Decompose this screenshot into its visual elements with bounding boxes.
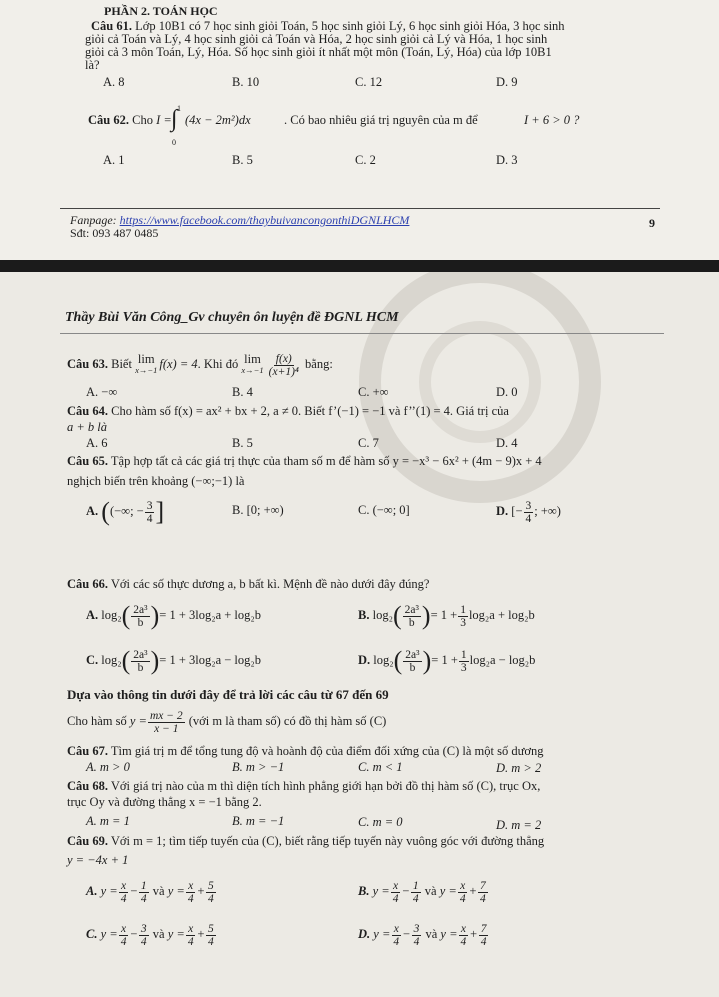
- q67-option-b: B. m > −1: [232, 760, 285, 774]
- page-two: [0, 272, 719, 997]
- q62-tail: . Có bao nhiêu giá trị nguyên của m để: [284, 113, 478, 127]
- q63-option-a: A. −∞: [86, 385, 118, 399]
- q63-option-d: D. 0: [496, 385, 518, 399]
- q64-line1: Câu 64. Cho hàm số f(x) = ax² + bx + 2, a ≠ 0. Biết f’(−1) = −1 và f’’(1) = 4. Giá trị của: [67, 404, 509, 418]
- q61-option-b: B. 10: [232, 75, 260, 89]
- fanpage-link[interactable]: https://www.facebook.com/thaybuivancongonthiDGNLHCM: [119, 213, 410, 227]
- q69-option-d: D. y = $\frac{x}{4}$ − $\frac{3}{4}$ và y = $\frac{x}{4}$ + $\frac{7}{4}$: [358, 922, 487, 948]
- q63-line: Câu 63. Biết lim x→−1 f(x) = 4. Khi đó lim x→−1 $\frac{f(x)}{\text{(x+1)⁴}}$ bằng:: [67, 352, 333, 378]
- info-title: Dựa vào thông tin dưới đây để trả lời các câu từ 67 đến 69: [67, 687, 389, 702]
- q65-option-a: A. ((−∞; − $\frac{3}{4}$ ]: [86, 497, 165, 527]
- q62-option-c: C. 2: [355, 153, 376, 167]
- q66-option-d: D. log₂( $\frac{\text{2a³}}{b}$ )= 1 + $\frac{1}{3}$ log₂a − log₂b: [358, 646, 536, 676]
- q69-option-c: C. y = $\frac{x}{4}$ − $\frac{3}{4}$ và y = $\frac{x}{4}$ + $\frac{5}{4}$: [86, 922, 214, 948]
- q65-line1: Câu 65. Tập hợp tất cả các giá trị thực của tham số m để hàm số y = −x³ − 6x² + (4m − 9)x + 4: [67, 454, 542, 468]
- q68-option-a: A. m = 1: [86, 814, 130, 828]
- q67-option-c: C. m < 1: [358, 760, 403, 774]
- q62-integrand: (4x − 2m²)dx: [185, 113, 251, 127]
- page-number: 9: [649, 216, 655, 230]
- page-one: [0, 0, 719, 260]
- q62-condition: I + 6 > 0 ?: [524, 113, 580, 127]
- footer-phone: Sđt: 093 487 0485: [70, 226, 159, 240]
- q67-line: Câu 67. Tìm giá trị m để tổng tung độ và hoành độ của điểm đối xứng của (C) là một số dương: [67, 744, 544, 758]
- q69-option-a: A. y = $\frac{x}{4}$ − $\frac{1}{4}$ và y = $\frac{x}{4}$ + $\frac{5}{4}$: [86, 879, 214, 905]
- q62-option-d: D. 3: [496, 153, 518, 167]
- info-function: Cho hàm số y = $\frac{mx - 2}{x - 1}$ (với m là tham số) có đồ thị hàm số (C): [67, 709, 387, 735]
- q63-option-c: C. +∞: [358, 385, 389, 399]
- q66-line: Câu 66. Với các số thực dương a, b bất kì. Mệnh đề nào dưới đây đúng?: [67, 577, 430, 591]
- q68-option-c: C. m = 0: [358, 815, 403, 829]
- q69-option-b: B. y = $\frac{x}{4}$ − $\frac{1}{4}$ và y = $\frac{x}{4}$ + $\frac{7}{4}$: [358, 879, 486, 905]
- page-header: Thầy Bùi Văn Công_Gv chuyên ôn luyện đề ĐGNL HCM: [65, 310, 399, 325]
- integral-lower: 0: [172, 138, 176, 147]
- q66-option-c: C. log₂( $\frac{\text{2a³}}{b}$ )= 1 + 3log₂a − log₂b: [86, 646, 262, 676]
- q64-line2: a + b là: [67, 420, 108, 434]
- section-title: PHẦN 2. TOÁN HỌC: [104, 4, 218, 18]
- q61-line3: giỏi cả 3 môn Toán, Lý, Hóa. Số học sinh giỏi ít nhất một môn (Toán, Lý, Hóa) của lớp 10B1: [85, 45, 552, 59]
- q64-option-a: A. 6: [86, 436, 108, 450]
- q61-line2: giỏi cả Toán và Lý, 4 học sinh giỏi cả Toán và Hóa, 2 học sinh giỏi cả Lý và Hóa, 1 học sinh: [85, 32, 548, 46]
- q64-option-d: D. 4: [496, 436, 518, 450]
- q61-option-d: D. 9: [496, 75, 518, 89]
- q66-option-b: B. log₂( $\frac{\text{2a³}}{b}$ )= 1 + $\frac{1}{3}$ log₂a + log₂b: [358, 601, 535, 631]
- q69-line1: Câu 69. Với m = 1; tìm tiếp tuyến của (C), biết rằng tiếp tuyến này vuông góc với đường thẳng: [67, 834, 545, 848]
- q63-option-b: B. 4: [232, 385, 253, 399]
- q68-option-d: D. m = 2: [496, 818, 542, 832]
- page-gap: [0, 260, 719, 272]
- q66-option-a: A. log₂( $\frac{\text{2a³}}{b}$ )= 1 + 3log₂a + log₂b: [86, 601, 262, 631]
- q64-option-b: B. 5: [232, 436, 253, 450]
- footer-fanpage: Fanpage: https://www.facebook.com/thaybuivancongonthiDGNLHCM: [70, 213, 410, 227]
- q62-option-a: A. 1: [103, 153, 125, 167]
- q65-option-c: C. (−∞; 0]: [358, 503, 410, 517]
- header-divider: [60, 333, 664, 334]
- integral-upper: 1: [177, 104, 181, 113]
- q62-option-b: B. 5: [232, 153, 253, 167]
- integral-sign: ∫: [171, 106, 178, 132]
- q61-line4: là?: [85, 58, 100, 72]
- q64-option-c: C. 7: [358, 436, 379, 450]
- q68-line2: trục Oy và đường thẳng x = −1 bằng 2.: [67, 795, 262, 809]
- q65-option-b: B. [0; +∞): [232, 503, 284, 517]
- q68-option-b: B. m = −1: [232, 814, 285, 828]
- q65-line2: nghịch biến trên khoảng (−∞;−1) là: [67, 474, 245, 488]
- q61-option-a: A. 8: [103, 75, 125, 89]
- q61-line1: Câu 61. Lớp 10B1 có 7 học sinh giỏi Toán, 5 học sinh giỏi Lý, 6 học sinh giỏi Hóa, 3 học sinh: [91, 19, 565, 33]
- q69-line2: y = −4x + 1: [67, 853, 129, 867]
- q62-prefix: Câu 62. Cho I =: [88, 113, 172, 127]
- q67-option-d: D. m > 2: [496, 761, 542, 775]
- footer-divider: [60, 208, 660, 209]
- q67-option-a: A. m > 0: [86, 760, 130, 774]
- q65-option-d: D. [− $\frac{3}{4}$ ; +∞): [496, 499, 561, 525]
- q68-line1: Câu 68. Với giá trị nào của m thì diện tích hình phẳng giới hạn bởi đồ thị hàm số (C), trục Ox,: [67, 779, 541, 793]
- q61-option-c: C. 12: [355, 75, 383, 89]
